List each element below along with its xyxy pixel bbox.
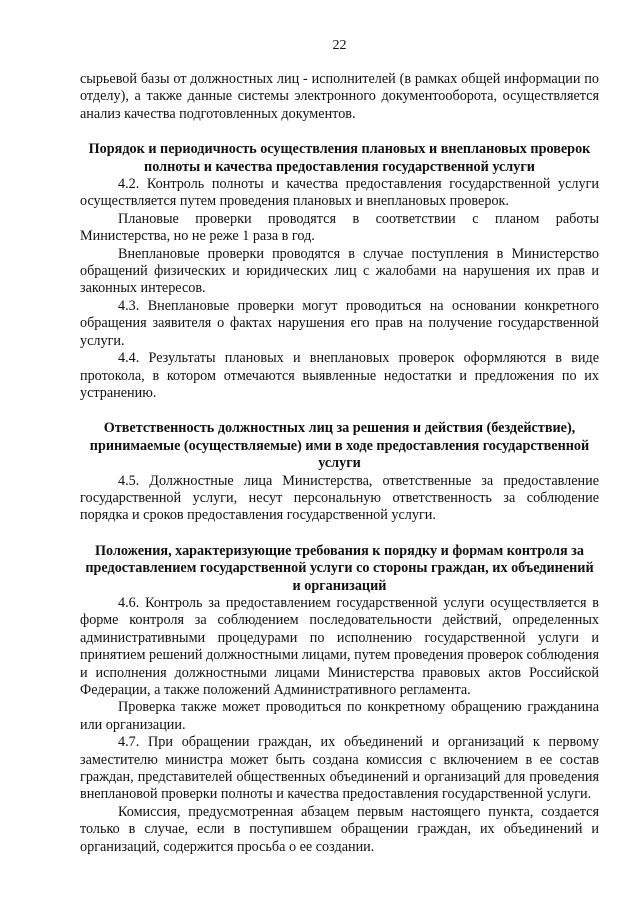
paragraph: Плановые проверки проводятся в соответствии с планом работы Министерства, но не реже 1 раза в год. — [80, 210, 599, 245]
page-number: 22 — [332, 38, 347, 53]
spacer — [80, 402, 599, 420]
section-heading: Порядок и периодичность осуществления плановых и внеплановых проверок полноты и качества предоставления государственной услуги — [88, 141, 591, 175]
paragraph: Проверка также может проводиться по конкретному обращению гражданина или организации. — [80, 699, 599, 733]
section-public-control — [80, 543, 599, 856]
paragraph: 4.6. Контроль за предоставлением государственной услуги осуществляется в форме контроля за соблюдением последовательности действий, определенных административными процедурами по исполнению государственной услуги и принятием решений должностными лицами, путем проведения проверок соблюдения и исполнения должностными лицами Министерства правовых актов Российской Федерации, а также положений Административного регламента. — [80, 594, 599, 698]
paragraph: 4.5. Должностные лица Министерства, ответственные за предоставление государственной услуги, несут персональную ответственность за соблюдение порядка и сроков предоставления государственной услуги. — [80, 472, 599, 524]
document-body — [80, 71, 599, 856]
section-heading: Ответственность должностных лиц за решения и действия (бездействие), принимаемые (осуществляемые) ими в ходе предоставления государственной услуги — [89, 420, 590, 472]
paragraph: 4.3. Внеплановые проверки могут проводиться на основании конкретного обращения заявителя о фактах нарушения его прав на получение государственной услуги. — [80, 297, 599, 349]
paragraph: Внеплановые проверки проводятся в случае поступления в Министерство обращений физических и юридических лиц с жалобами на нарушения их прав и законных интересов. — [80, 245, 599, 297]
section-inspections — [80, 141, 599, 402]
spacer — [80, 123, 599, 141]
paragraph: 4.7. При обращении граждан, их объединений и организаций к первому заместителю министра может быть создана комиссия с включением в ее состав граждан, представителей общественных объединений и организаций для проведения внеплановой проверки полноты и качества предоставления государственной услуги. — [80, 734, 599, 803]
paragraph: 4.4. Результаты плановых и внеплановых проверок оформляются в виде протокола, в котором отмечаются выявленные недостатки и предложения по их устранению. — [80, 350, 599, 401]
spacer — [80, 525, 599, 543]
paragraph: Комиссия, предусмотренная абзацем первым настоящего пункта, создается только в случае, если в поступившем обращении граждан, их объединений и организаций, содержится просьба о ее создании. — [80, 803, 599, 855]
intro-paragraph: сырьевой базы от должностных лиц - исполнителей (в рамках общей информации по отделу), а также данные системы электронного документооборота, осуществляется анализ качества подготовленных документов. — [80, 71, 599, 122]
paragraph: 4.2. Контроль полноты и качества предоставления государственной услуги осуществляется путем проведения плановых и внеплановых проверок. — [80, 176, 599, 210]
section-responsibility — [80, 420, 599, 524]
section-heading: Положения, характеризующие требования к порядку и формам контроля за предоставлением государственной услуги со стороны граждан, их объединений и организаций — [85, 542, 594, 594]
